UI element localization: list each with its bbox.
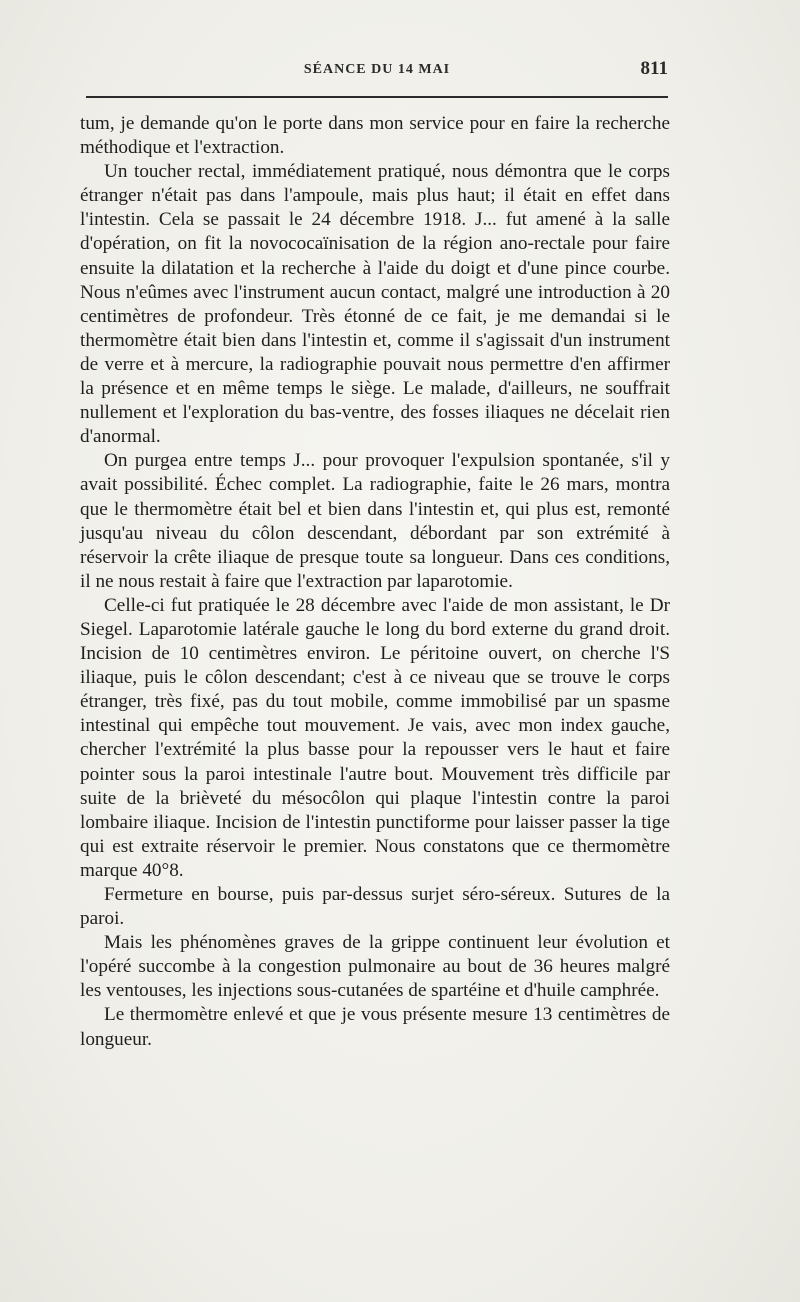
running-title: SÉANCE DU 14 MAI (303, 62, 451, 77)
paragraph-continuation: tum, je demande qu'on le porte dans mon service pour en faire la recherche méthodique et l'extraction. (80, 113, 670, 159)
paragraph: Mais les phénomènes graves de la grippe continuent leur évolution et l'opéré succombe à la congestion pulmonaire au bout de 36 heures malgré les ventouses, les injections sous-cutanées de spartéine et d'huile camphrée. (80, 932, 670, 1002)
header-rule (86, 96, 668, 98)
body-text (80, 112, 670, 1052)
paragraph: Fermeture en bourse, puis par-dessus surjet séro-séreux. Sutures de la paroi. (80, 884, 670, 930)
paragraph: Un toucher rectal, immédiatement pratiqué, nous démontra que le corps étranger n'était pas dans l'ampoule, mais plus haut; il était en effet dans l'intestin. Cela se passait le 24 décembre 1918. J... fut amené à la salle d'opération, on fit la novococaïnisation de la région ano-rectale pour faire ensuite la dilatation et la recherche à l'aide du doigt et d'une pince courbe. Nous n'eûmes avec l'instrument aucun contact, malgré une introduction à 20 centimètres de profondeur. Très étonné de ce fait, je me demandai si le thermomètre était bien dans l'intestin et, comme il s'agissait d'un instrument de verre et à mercure, la radiographie pouvait nous permettre d'en affirmer la présence et en même temps le siège. Le malade, d'ailleurs, ne souffrait nullement et l'exploration du bas-ventre, des fosses iliaques ne décelait rien d'anormal. (80, 161, 670, 448)
paragraph: Le thermomètre enlevé et que je vous présente mesure 13 centimètres de longueur. (80, 1004, 670, 1050)
page-number: 811 (640, 58, 668, 79)
page-header (86, 58, 668, 88)
paragraph: Celle-ci fut pratiquée le 28 décembre avec l'aide de mon assistant, le Dr Siegel. Laparotomie latérale gauche le long du bord externe du grand droit. Incision de 10 centimètres environ. Le péritoine ouvert, on cherche l'S iliaque, puis le côlon descendant; c'est à ce niveau que se trouve le corps étranger, très fixé, pas du tout mobile, comme immobilisé par un spasme intestinal qui empêche tout mouvement. Je vais, avec mon index gauche, chercher l'extrémité la plus basse pour la repousser vers le haut et faire pointer sous la paroi intestinale l'autre bout. Mouvement très difficile par suite de la brièveté du mésocôlon qui plaque l'intestin contre la paroi lombaire iliaque. Incision de l'intestin punctiforme pour laisser passer la tige qui est extraite réservoir le premier. Nous constatons que ce thermomètre marque 40°8. (80, 594, 670, 881)
paragraph: On purgea entre temps J... pour provoquer l'expulsion spontanée, s'il y avait possibilité. Échec complet. La radiographie, faite le 26 mars, montra que le thermomètre était bel et bien dans l'intestin et, qui plus est, remonté jusqu'au niveau du côlon descendant, débordant par son extrémité à réservoir la crête iliaque de presque toute sa longueur. Dans ces conditions, il ne nous restait à faire que l'extraction par laparotomie. (80, 450, 670, 592)
